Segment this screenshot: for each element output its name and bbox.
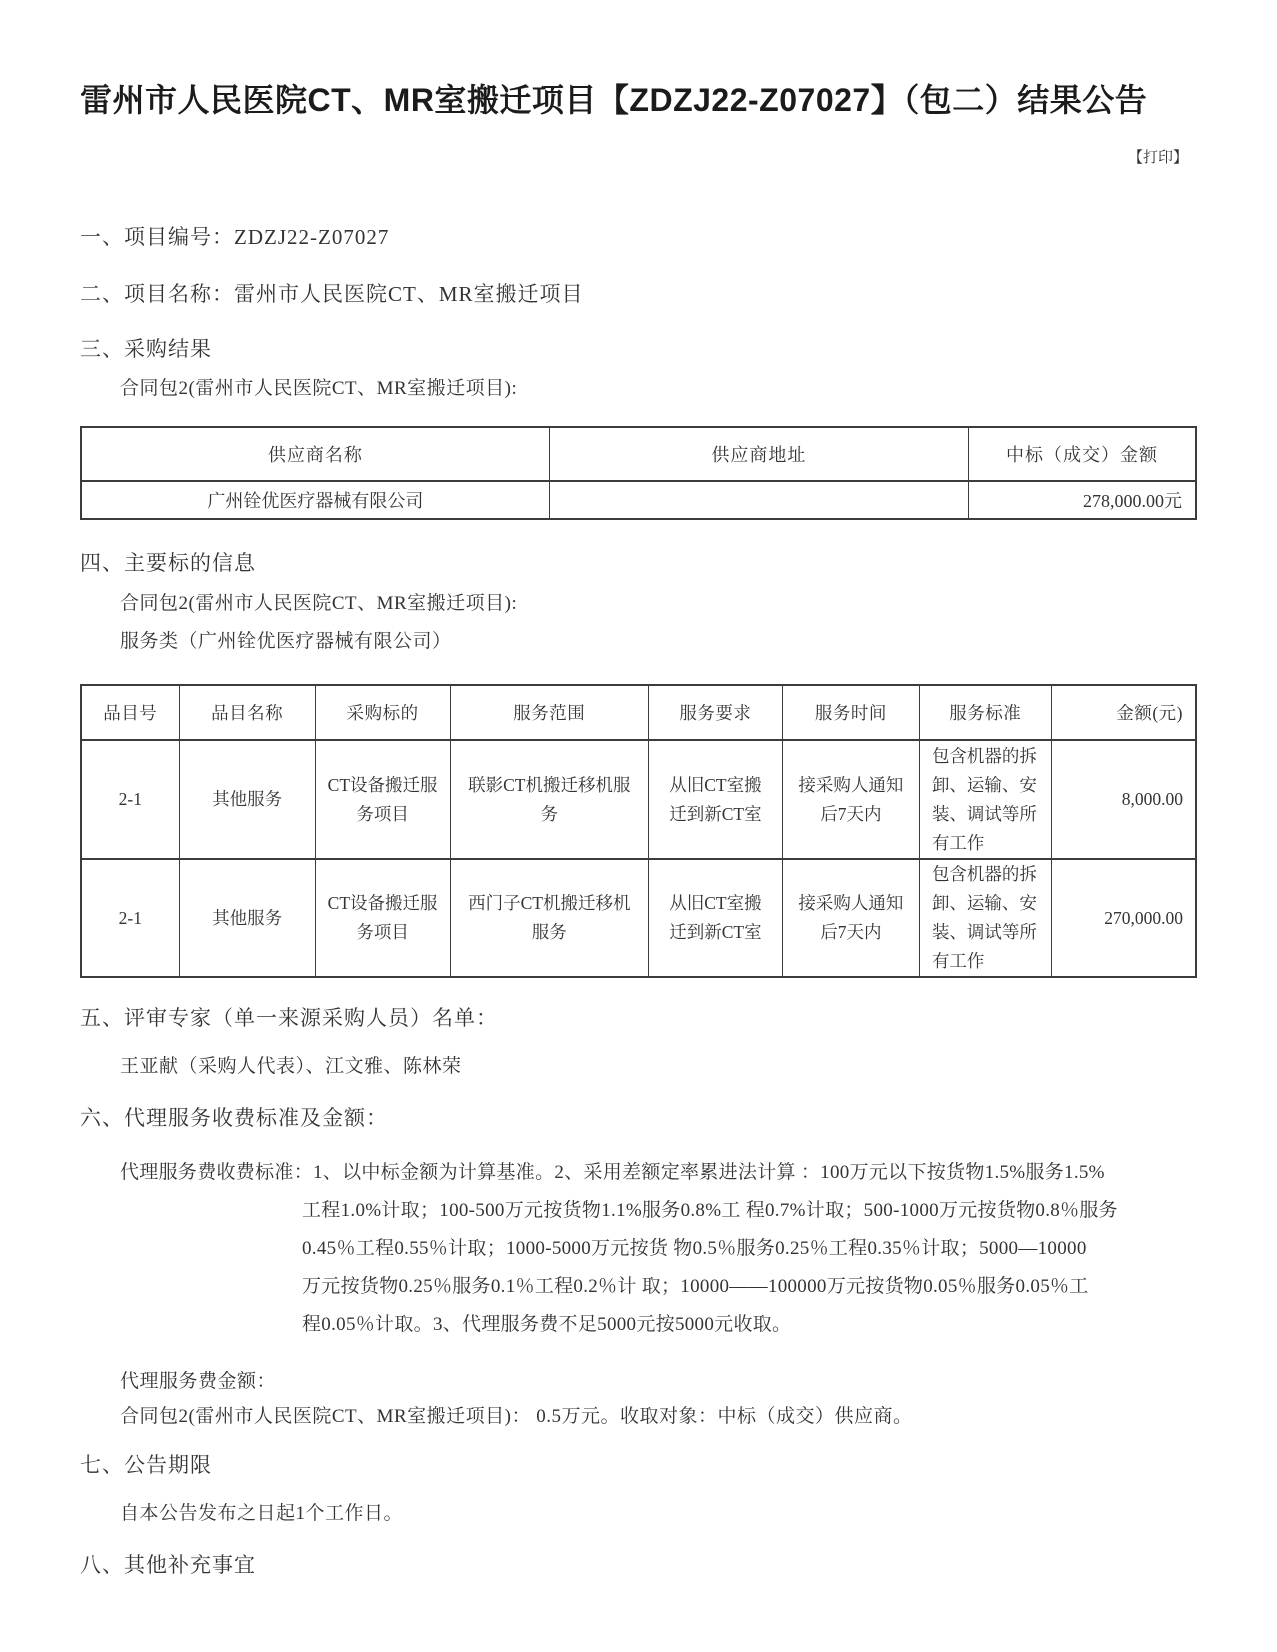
service-standard-header: 服务标准 — [919, 685, 1051, 740]
supplier-name-cell: 广州铨优医疗器械有限公司 — [81, 481, 549, 519]
expert-names-line: 王亚献（采购人代表）、江文雅、陈林荣 — [120, 1056, 462, 1077]
subject-table-row — [81, 859, 1196, 977]
item-name-cell: 其他服务 — [179, 740, 315, 859]
supplier-address-cell — [549, 481, 968, 519]
subject-table-header-row — [81, 685, 1196, 740]
amount-header: 金额(元) — [1051, 685, 1196, 740]
item-no-header: 品目号 — [81, 685, 179, 740]
fee-standard-line: 0.45％工程0.55％计取；1000-5000万元按货 物0.5％服务0.25％工程0.35％计取；5000—10000 — [302, 1238, 1087, 1259]
service-time-header: 服务时间 — [782, 685, 919, 740]
subject-category-line: 服务类（广州铨优医疗器械有限公司） — [120, 631, 452, 652]
agency-fee-standard-paragraph — [120, 1154, 1197, 1344]
service-scope-cell: 西门子CT机搬迁移机服务 — [450, 859, 648, 977]
procurement-target-header: 采购标的 — [315, 685, 450, 740]
award-amount-cell: 278,000.00元 — [969, 481, 1196, 519]
section-project-name: 二、项目名称：雷州市人民医院CT、MR室搬迁项目 — [80, 282, 584, 306]
subject-table — [80, 684, 1197, 978]
fee-standard-line: 程0.05％计取。3、代理服务费不足5000元按5000元收取。 — [302, 1314, 792, 1335]
procurement-target-cell: CT设备搬迁服务项目 — [315, 859, 450, 977]
section-subject-info: 四、主要标的信息 — [80, 551, 256, 575]
supplier-name-header: 供应商名称 — [81, 427, 549, 481]
service-standard-cell: 包含机器的拆卸、运输、安装、调试等所有工作 — [919, 859, 1051, 977]
service-time-cell: 接采购人通知后7天内 — [782, 740, 919, 859]
result-table-header-row — [81, 427, 1196, 481]
item-no-cell: 2-1 — [81, 740, 179, 859]
section-other-matters: 八、其他补充事宜 — [80, 1553, 256, 1577]
fee-standard-line: 代理服务费收费标准：1、以中标金额为计算基准。2、采用差额定率累进法计算 ：100万元以下按货物1.5%服务1.5% — [120, 1162, 1105, 1183]
item-name-header: 品目名称 — [179, 685, 315, 740]
award-amount-header: 中标（成交）金额 — [969, 427, 1196, 481]
service-time-cell: 接采购人通知后7天内 — [782, 859, 919, 977]
subject-package-line: 合同包2(雷州市人民医院CT、MR室搬迁项目): — [120, 593, 518, 614]
section-agency-fee: 六、代理服务收费标准及金额： — [80, 1106, 388, 1130]
item-no-cell: 2-1 — [81, 859, 179, 977]
service-requirement-cell: 从旧CT室搬迁到新CT室 — [649, 859, 783, 977]
service-requirement-cell: 从旧CT室搬迁到新CT室 — [649, 740, 783, 859]
fee-standard-line: 万元按货物0.25％服务0.1％工程0.2％计 取；10000——100000万元按货物0.05％服务0.05％工 — [302, 1276, 1089, 1297]
section-announcement-period: 七、公告期限 — [80, 1453, 212, 1477]
service-requirement-header: 服务要求 — [649, 685, 783, 740]
item-name-cell: 其他服务 — [179, 859, 315, 977]
section-experts: 五、评审专家（单一来源采购人员）名单： — [80, 1006, 498, 1030]
page-title: 雷州市人民医院CT、MR室搬迁项目【ZDZJ22-Z07027】（包二）结果公告 — [80, 82, 1148, 118]
section-project-number: 一、项目编号：ZDZJ22-Z07027 — [80, 225, 390, 249]
section-procurement-result: 三、采购结果 — [80, 337, 212, 361]
amount-cell: 8,000.00 — [1051, 740, 1196, 859]
amount-cell: 270,000.00 — [1051, 859, 1196, 977]
service-scope-header: 服务范围 — [450, 685, 648, 740]
result-table-row — [81, 481, 1196, 519]
subject-table-row — [81, 740, 1196, 859]
service-scope-cell: 联影CT机搬迁移机服务 — [450, 740, 648, 859]
agency-fee-amount-label: 代理服务费金额： — [120, 1371, 277, 1392]
procurement-target-cell: CT设备搬迁服务项目 — [315, 740, 450, 859]
announcement-period-body: 自本公告发布之日起1个工作日。 — [120, 1503, 404, 1524]
result-table — [80, 426, 1197, 520]
fee-standard-line: 工程1.0%计取；100-500万元按货物1.1%服务0.8%工 程0.7%计取；500-1000万元按货物0.8％服务 — [302, 1200, 1118, 1221]
service-standard-cell: 包含机器的拆卸、运输、安装、调试等所有工作 — [919, 740, 1051, 859]
print-row — [80, 148, 1188, 168]
agency-fee-amount-line: 合同包2(雷州市人民医院CT、MR室搬迁项目)： 0.5万元。收取对象：中标（成交）供应商。 — [120, 1406, 913, 1427]
result-package-line: 合同包2(雷州市人民医院CT、MR室搬迁项目): — [120, 378, 518, 399]
supplier-address-header: 供应商地址 — [549, 427, 968, 481]
print-link[interactable]: 【打印】 — [1127, 150, 1188, 166]
